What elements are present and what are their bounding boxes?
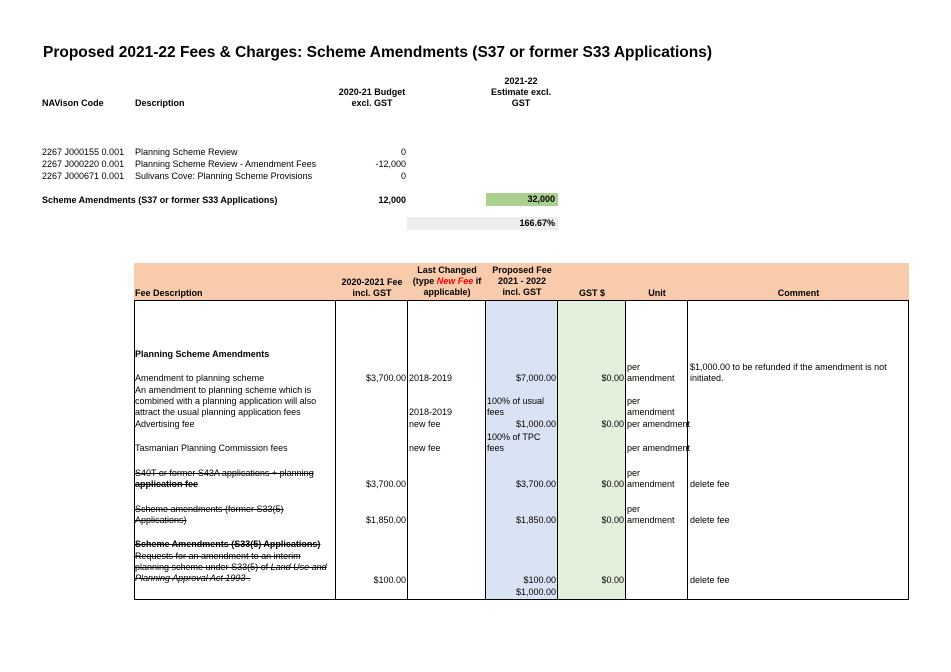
fee-row-description: Amendment to planning scheme <box>135 373 265 383</box>
budget-row-description: Planning Scheme Review - Amendment Fees <box>135 159 317 169</box>
header-budget: 2020-21 Budget excl. GST <box>338 87 406 108</box>
budget-row-code: 2267 J000155 0.001 <box>42 147 125 157</box>
page-title: Proposed 2021-22 Fees & Charges: Scheme Amendments (S37 or former S33 Applications) <box>43 44 713 61</box>
fee-row-comment: $1,000.00 to be refunded if the amendment is not initiated. <box>690 362 887 383</box>
fee-row-comment: delete fee <box>690 479 730 489</box>
fee-row-changed: 2018-2019 <box>409 407 453 417</box>
fee-row-proposed: $7,000.00 <box>515 373 556 383</box>
fee-row-unit: per amendment <box>627 468 675 489</box>
fee-table <box>134 263 909 600</box>
fee-row-unit: per amendment <box>627 396 675 417</box>
percent-value: 166.67% <box>519 218 555 228</box>
fee-row-gst: $0.00 <box>601 575 624 585</box>
header-comment: Comment <box>777 288 820 298</box>
estimate-total-cell <box>486 193 558 206</box>
fee-row-proposed: 100% of usual fees <box>487 396 545 417</box>
fee-row-unit: per amendment <box>627 443 691 453</box>
fee-row-changed: new fee <box>409 443 441 453</box>
fee-row-proposed: $100.00 <box>523 575 556 585</box>
fee-row-description: Scheme amendments (former S33(5) Applications) <box>135 504 284 525</box>
fee-row-gst: $0.00 <box>601 373 624 383</box>
fee-row-gst: $0.00 <box>601 515 624 525</box>
fee-subsection-title: Scheme Amendments (S33(5) Applications) <box>135 539 321 549</box>
fee-row-description: Advertising fee <box>135 419 195 429</box>
fee-row-changed: new fee <box>409 419 441 429</box>
fee-row-proposed: 100% of TPC fees <box>487 432 541 453</box>
column-divider <box>407 300 408 600</box>
header-last-changed: Last Changed (type New Fee if applicable) <box>412 265 482 297</box>
column-divider <box>557 300 558 600</box>
percent-cell <box>407 217 558 230</box>
budget-row-value: 0 <box>400 147 406 157</box>
header-navison-code: NAVison Code <box>42 98 104 108</box>
fee-row-2020: $1,850.00 <box>365 515 406 525</box>
header-unit: Unit <box>648 288 666 298</box>
fee-row-gst: $0.00 <box>601 419 624 429</box>
header-fee-2020: 2020-2021 Fee incl. GST <box>341 277 403 298</box>
header-estimate: 2021-22 Estimate excl. GST <box>490 76 552 108</box>
budget-row-value: -12,000 <box>375 159 406 169</box>
fee-row-description: S40T or former S43A applications + planning application fee <box>135 468 314 489</box>
section-title: Planning Scheme Amendments <box>135 349 270 359</box>
fee-row-comment: delete fee <box>690 515 730 525</box>
fee-row-comment: delete fee <box>690 575 730 585</box>
budget-total-value: 12,000 <box>378 195 406 205</box>
header-fee-description: Fee Description <box>135 288 203 298</box>
fee-row-unit: per amendment <box>627 504 675 525</box>
fee-row-proposed: $1,000.00 <box>515 587 556 597</box>
fee-row-description: An amendment to planning scheme which is combined with a planning application will also attract the usual planning application fees <box>135 385 317 417</box>
fee-row-unit: per amendment <box>627 362 675 383</box>
header-proposed-fee: Proposed Fee 2021 - 2022 incl. GST <box>492 265 552 297</box>
fee-row-description: Requests for an amendment to an interim planning scheme under S33(5) of Land Use and Planning Approval Act 1993 . <box>135 551 327 583</box>
column-divider <box>335 300 336 600</box>
fee-row-gst: $0.00 <box>601 479 624 489</box>
header-gst: GST $ <box>578 288 605 298</box>
estimate-total-value: 32,000 <box>527 194 555 204</box>
fee-row-proposed: $1,850.00 <box>515 515 556 525</box>
fee-row-2020: $3,700.00 <box>365 373 406 383</box>
fee-row-2020: $100.00 <box>373 575 406 585</box>
budget-row-description: Planning Scheme Review <box>135 147 238 157</box>
fee-row-proposed: $1,000.00 <box>515 419 556 429</box>
fee-row-description: Tasmanian Planning Commission fees <box>135 443 288 453</box>
header-description: Description <box>135 98 185 108</box>
fee-row-proposed: $3,700.00 <box>515 479 556 489</box>
fee-row-unit: per amendment <box>627 419 691 429</box>
fee-row-changed: 2018-2019 <box>409 373 453 383</box>
fee-row-2020: $3,700.00 <box>365 479 406 489</box>
column-divider <box>485 300 486 600</box>
budget-row-description: Sulivans Cove: Planning Scheme Provisions <box>135 171 313 181</box>
column-divider <box>625 300 626 600</box>
budget-total-label: Scheme Amendments (S37 or former S33 Applications) <box>42 195 278 205</box>
budget-row-code: 2267 J000220 0.001 <box>42 159 125 169</box>
budget-row-code: 2267 J000671 0.001 <box>42 171 125 181</box>
budget-row-value: 0 <box>400 171 406 181</box>
